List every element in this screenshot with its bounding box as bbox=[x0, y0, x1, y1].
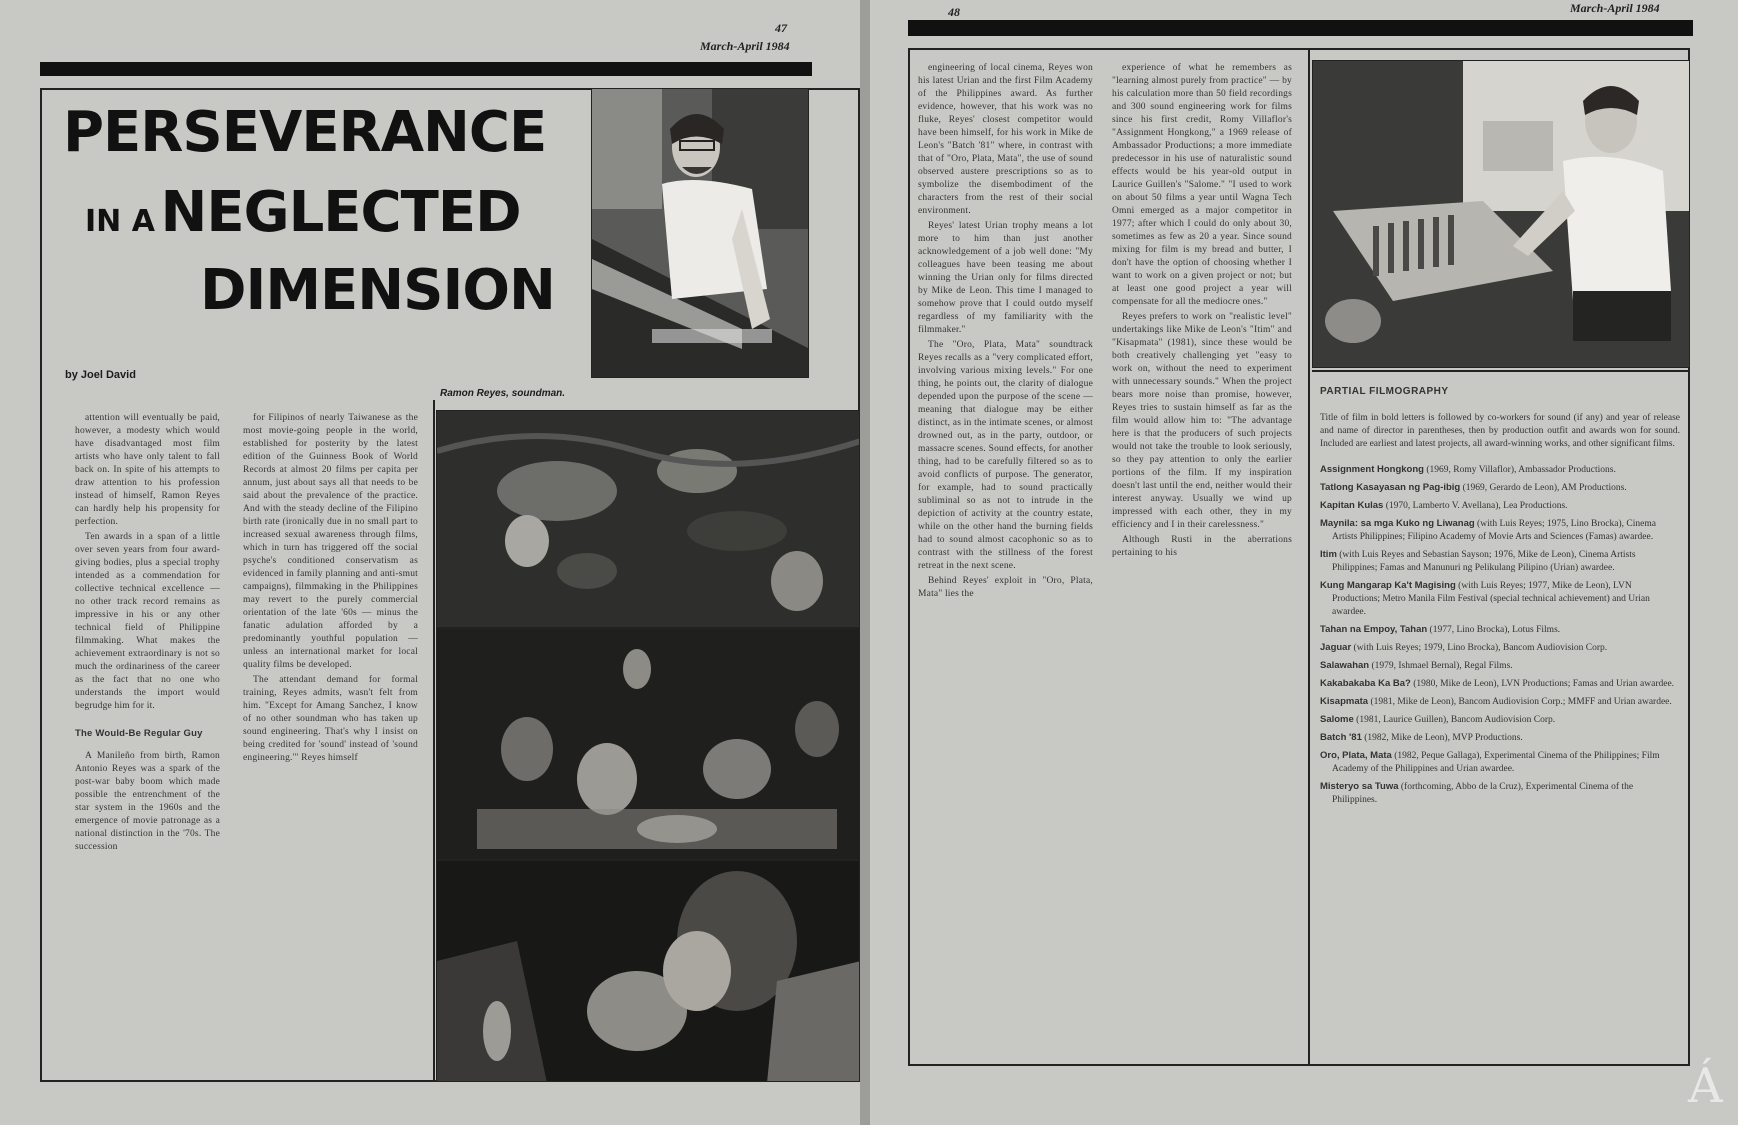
paragraph: engineering of local cinema, Reyes won his latest Urian and the first Film Academy of the Philippines award. As further evidence, however, that his work was no fluke, Reyes' closest competitor would have been himself, for his work in Mike de Leon's "Batch '81" where, in contrast with that of "Oro, Plata, Mata", the use of sound observed austere prescriptions so as to symbolize the disembodiment of the characters from the rest of their social environment. bbox=[918, 63, 1093, 216]
right-text-column-1 bbox=[918, 62, 1093, 1052]
film-still-photo-3 bbox=[436, 860, 860, 1082]
film-title: Salawahan bbox=[1320, 660, 1370, 671]
film-details: (forthcoming, Abbo de la Cruz), Experimental Cinema of the Philippines. bbox=[1332, 782, 1634, 805]
film-title: Misteryo sa Tuwa bbox=[1320, 781, 1399, 792]
paragraph: Reyes prefers to work on "realistic level" undertakings like Mike de Leon's "Itim" and "Kisapmata" (1981), since these would be both creatively challenging yet "easy to work on, without the need to experiment with unnecessary sounds." When the project bears more noise than promise, however, Reyes tries to sustain himself as far as the film would allow him to: "The advantage here is that the producers of such projects would not take the trouble to look seriously, so they pay attention to only the earlier portions of the film. If my inspiration doesn't last until the end, neither would their interest anyway. Usually we wind up impressed with each other, they in my efficiency and I in their carelessness." bbox=[1112, 312, 1292, 530]
subhead: The Would-Be Regular Guy bbox=[75, 728, 203, 739]
film-title: Kung Mangarap Ka't Magising bbox=[1320, 580, 1456, 591]
filmography-entry bbox=[1320, 780, 1680, 807]
left-header-rule bbox=[40, 62, 812, 76]
film-details: (1969, Gerardo de Leon), AM Productions. bbox=[1462, 483, 1627, 493]
paragraph: Behind Reyes' exploit in "Oro, Plata, Mata" lies the bbox=[918, 576, 1093, 599]
filmography-entry bbox=[1320, 695, 1680, 709]
filmography-entry bbox=[1320, 749, 1680, 776]
film-details: (1981, Mike de Leon), Bancom Audiovision Corp.; MMFF and Urian awardee. bbox=[1370, 697, 1672, 707]
page-gutter bbox=[860, 0, 870, 1125]
paragraph: for Filipinos of nearly Taiwanese as the most movie-going people in the world, established for posterity by the latest edition of the Guinness Book of World Records at almost 20 films per capita per annum, just about says all that needs to be said about the prevalence of the practice. And with the steady decline of the Filipino birth rate (ironically due in no small part to increased sexual awareness through films, which in turn has triggered off the social psyche's conditioned conservatism as evidenced in family planning and anti-smut campaigns), filmmaking in the Philippines may revert to the purely commercial orientation of the late '60s — minus the fanatic adulation afforded by a predominantly youthful population — unless an international market for local quality films be developed. bbox=[243, 413, 418, 670]
film-title: Kisapmata bbox=[1320, 696, 1369, 707]
film-details: (with Luis Reyes and Sebastian Sayson; 1976, Mike de Leon), Cinema Artists Philippines; Famas and Manunuri ng Pelikulang Pilipino (Urian) awardee. bbox=[1332, 550, 1636, 573]
filmography-box bbox=[1320, 385, 1680, 1055]
film-details: (1981, Laurice Guillen), Bancom Audiovision Corp. bbox=[1356, 715, 1556, 725]
film-title: Kakabakaba Ka Ba? bbox=[1320, 678, 1411, 689]
byline: by Joel David bbox=[65, 369, 136, 381]
film-title: Maynila: sa mga Kuko ng Liwanag bbox=[1320, 518, 1475, 529]
film-details: (1980, Mike de Leon), LVN Productions; Famas and Urian awardee. bbox=[1413, 679, 1675, 689]
film-title: Tatlong Kasayasan ng Pag-ibig bbox=[1320, 482, 1461, 493]
filmography-entry bbox=[1320, 481, 1680, 495]
filmography-entry bbox=[1320, 659, 1680, 673]
left-text-column-2 bbox=[243, 412, 418, 1077]
column-rule bbox=[1308, 48, 1310, 1066]
left-page-number: 47 bbox=[775, 21, 787, 35]
filmography-entry bbox=[1320, 641, 1680, 655]
left-text-column-1 bbox=[75, 412, 220, 1077]
filmography-title: PARTIAL FILMOGRAPHY bbox=[1320, 386, 1449, 397]
film-details: (with Luis Reyes; 1975, Lino Brocka), Cinema Artists Philippines; Filipino Academy of Movie Arts and Sciences (Famas) awardee. bbox=[1332, 519, 1656, 542]
film-title: Jaguar bbox=[1320, 642, 1352, 653]
paragraph: Ten awards in a span of a little over seven years from four award-giving bodies, plus a special trophy intended as a commendation for collective technical excellence — no other track record remains as impressive in his or any other technical field of Philippine filmmaking. What makes the achievement extraordinary is not so much the ordinariness of the career as the fact that no one who understands the import would begrudge him for it. bbox=[75, 532, 220, 711]
filmography-entry bbox=[1320, 548, 1680, 575]
film-title: Itim bbox=[1320, 549, 1337, 560]
right-text-column-2 bbox=[1112, 62, 1292, 1052]
filmography-intro: Title of film in bold letters is followed by co-workers for sound (if any) and year of release and name of director in parentheses, then by production outfit and awards won for sound. Included are earliest and latest projects, all award-winning works, and other significant films. bbox=[1320, 413, 1680, 449]
box-rule bbox=[1312, 370, 1690, 372]
headline-line-3: DIMENSION bbox=[200, 258, 555, 323]
paragraph: The "Oro, Plata, Mata" soundtrack Reyes recalls as a "very complicated effort, involving various mixing levels." For one thing, he points out, the clarity of dialogue depended upon the purpose of the scene — meaning that dialogue may be either distinct, as in the intimate scenes, or almost drowned out, as in the party, outdoor, or massacre scenes. Sound effects, for another thing, had to be carefully filtered so as to avoid conflicts of purpose. The generator, for example, had to sound practically subliminal so as not to intrude in the depiction of activity at the country estate, while on the other hand the burning fields had to sound almost cacophonic so as to contrast with the stillness of the forest retreat in the next scene. bbox=[918, 340, 1093, 571]
paragraph: The attendant demand for formal training, Reyes admits, wasn't felt from him. "Except for Amang Sanchez, I know of no other soundman who has taken up sound engineering. That's why I insist on being credited for 'sound' instead of 'sound engineering.'" Reyes himself bbox=[243, 675, 418, 763]
right-header-rule bbox=[908, 20, 1693, 36]
film-title: Tahan na Empoy, Tahan bbox=[1320, 624, 1428, 635]
photo-caption: Ramon Reyes, soundman. bbox=[440, 388, 566, 399]
paragraph: A Manileño from birth, Ramon Antonio Reyes was a spark of the post-war baby boom which made possible the entrenchment of the star system in the 1960s and the emergence of movie patronage as a national distinction in the '70s. The succession bbox=[75, 751, 220, 852]
film-title: Oro, Plata, Mata bbox=[1320, 750, 1392, 761]
film-still-photo-1 bbox=[436, 410, 860, 628]
film-title: Assignment Hongkong bbox=[1320, 464, 1424, 475]
paragraph: experience of what he remembers as "learning almost purely from practice" — by his calculation more than 50 field recordings and 300 sound engineering work for films since his first credit, Romy Villaflor's "Assignment Hongkong," a 1969 release of Ambassador Productions; a more immediate predecessor in his use of naturalistic sound effects would be his year-old output in Laurice Guillen's "Salome." "I used to work on about 50 films a year until Wagna Tech Omni emerged as a major competitor in 1977; after which I could do only about 30, sometimes as few as 20 a year. Since sound mixing for film is my bread and butter, I don't have the option of choosing whether I want to work on a given project or not; but at least one good project a year will compensate for all the mediocre ones." bbox=[1112, 63, 1292, 307]
filmography-entry bbox=[1320, 579, 1680, 619]
film-still-photo-2 bbox=[436, 628, 860, 860]
filmography-entry bbox=[1320, 499, 1680, 513]
column-rule bbox=[433, 400, 435, 1082]
right-page-number: 48 bbox=[948, 5, 960, 19]
film-details: (1970, Lamberto V. Avellana), Lea Productions. bbox=[1385, 501, 1568, 511]
film-details: (1979, Ishmael Bernal), Regal Films. bbox=[1371, 661, 1513, 671]
filmography-entry bbox=[1320, 713, 1680, 727]
right-issue-date: March-April 1984 bbox=[1570, 1, 1660, 15]
paragraph: Reyes' latest Urian trophy means a lot more to him than just another acknowledgement of a job well done: "My colleagues have been teasing me about winning the Urian only for films directed by Mike de Leon. This time I managed to somehow prove that I could outdo myself regardless of my familiarity with the filmmaker." bbox=[918, 221, 1093, 335]
filmography-entry bbox=[1320, 677, 1680, 691]
film-details: (with Luis Reyes; 1979, Lino Brocka), Bancom Audiovision Corp. bbox=[1353, 643, 1608, 653]
filmography-list bbox=[1320, 463, 1680, 807]
filmography-entry bbox=[1320, 463, 1680, 477]
headline-line-2 bbox=[85, 180, 521, 245]
film-details: (1982, Peque Gallaga), Experimental Cinema of the Philippines; Film Academy of the Philippines and Urian awardee. bbox=[1332, 751, 1660, 774]
headline-line-1: PERSEVERANCE bbox=[63, 100, 547, 165]
soundman-portrait-photo bbox=[591, 88, 809, 378]
paragraph: attention will eventually be paid, however, a modesty which would have disadvantaged most film artists who have only talent to fall back on. In spite of his attempts to draw attention to his profession instead of himself, Ramon Reyes can hardly help his propensity for perfection. bbox=[75, 413, 220, 527]
film-title: Salome bbox=[1320, 714, 1354, 725]
filmography-entry bbox=[1320, 623, 1680, 637]
film-details: (with Luis Reyes; 1977, Mike de Leon), LVN Productions; Metro Manila Film Festival (special technical achievement) and Urian awardee. bbox=[1332, 581, 1650, 617]
film-title: Kapitan Kulas bbox=[1320, 500, 1384, 511]
film-title: Batch '81 bbox=[1320, 732, 1362, 743]
watermark-logo: Á bbox=[1688, 1058, 1723, 1114]
filmography-entry bbox=[1320, 731, 1680, 745]
soundman-console-photo bbox=[1312, 60, 1690, 368]
film-details: (1969, Romy Villaflor), Ambassador Productions. bbox=[1426, 465, 1616, 475]
film-details: (1982, Mike de Leon), MVP Productions. bbox=[1364, 733, 1523, 743]
left-issue-date: March-April 1984 bbox=[700, 39, 790, 53]
paragraph: Although Rusti in the aberrations pertaining to his bbox=[1112, 535, 1292, 558]
headline-small-words: IN A bbox=[85, 204, 155, 239]
film-details: (1977, Lino Brocka), Lotus Films. bbox=[1429, 625, 1561, 635]
headline-large-word: NEGLECTED bbox=[160, 180, 521, 245]
filmography-entry bbox=[1320, 517, 1680, 544]
